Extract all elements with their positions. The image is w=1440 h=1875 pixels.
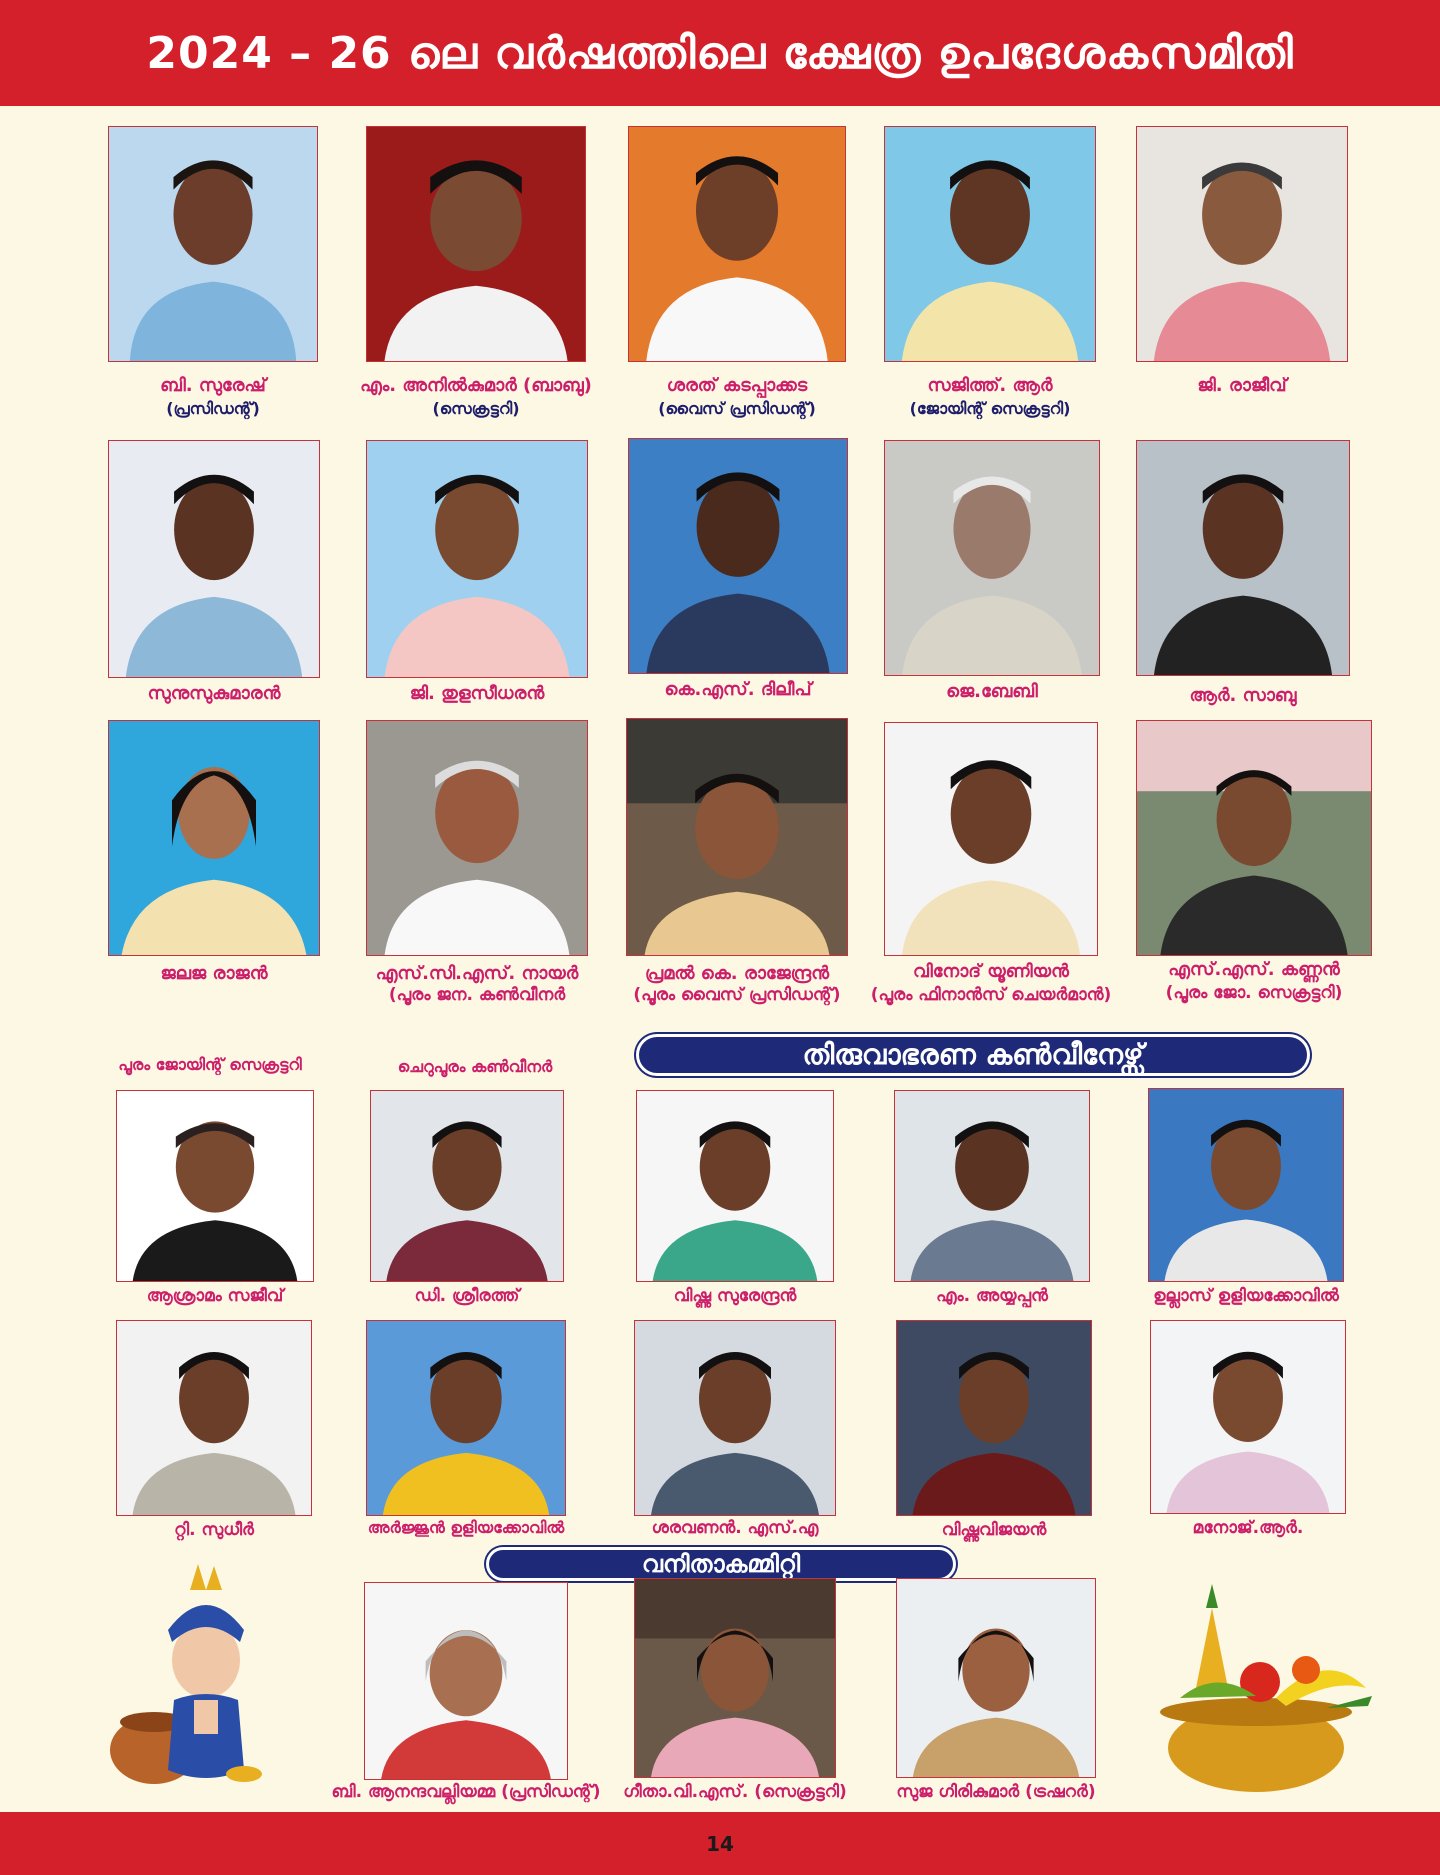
member-photo <box>628 438 848 674</box>
vanitha-photo <box>364 1582 568 1780</box>
section-title-vanitha: വനിതാകമ്മിറ്റി <box>486 1547 956 1581</box>
member-photo <box>884 440 1100 676</box>
member-photo <box>108 440 320 678</box>
section-title-thiruvabharanam: തിരുവാഭരണ കൺവീനേഴ്സ് <box>636 1034 1310 1076</box>
convenor-photo <box>894 1090 1090 1282</box>
member-photo <box>366 440 588 678</box>
member-name: എസ്.സി.എസ്. നായർ <box>375 963 579 984</box>
convenor-name: ആശ്രാമം സജീവ് <box>146 1286 284 1306</box>
member-photo <box>1136 440 1350 676</box>
member-name: പ്രമൽ കെ. രാജേന്ദ്രൻ <box>644 963 830 984</box>
convenor-name: ഡി. ശ്രീരത്ത് <box>414 1286 520 1306</box>
vanitha-name: സുജ ഗിരികുമാർ (ട്രഷറർ) <box>896 1782 1096 1802</box>
member-role: (വൈസ് പ്രസിഡന്റ്) <box>658 399 816 418</box>
header-bar <box>0 0 1440 106</box>
member-name: ജലജ രാജൻ <box>160 963 268 984</box>
member-role: (പൂരം ജോ. സെക്രട്ടറി) <box>1165 983 1343 1003</box>
member-name: എസ്.എസ്. കണ്ണൻ <box>1168 959 1340 980</box>
convenor-name: ഉല്ലാസ് ഉളിയക്കോവിൽ <box>1153 1286 1339 1306</box>
member-photo <box>366 720 588 956</box>
convenor-name: അർജ്ജുൻ ഉളിയക്കോവിൽ <box>367 1518 565 1537</box>
convenor-name: റ്റി. സുധീർ <box>174 1520 254 1540</box>
fruit-pot-illustration-icon <box>1136 1578 1394 1798</box>
footer-bar <box>0 1812 1440 1875</box>
member-photo <box>108 720 320 956</box>
vanitha-photo <box>634 1578 836 1778</box>
convenor-name: വിഷ്ണു സുരേന്ദ്രൻ <box>673 1286 797 1306</box>
member-role: (ജോയിന്റ് സെക്രട്ടറി) <box>909 399 1071 418</box>
member-role: (പൂരം ഫിനാൻസ് ചെയർമാൻ) <box>870 985 1112 1005</box>
member-photo <box>628 126 846 362</box>
cherupooram-convener-label: ചെറുപൂരം കൺവീനർ <box>397 1057 553 1076</box>
convenor-photo <box>634 1320 836 1516</box>
convenor-name: എം. അയ്യപ്പൻ <box>936 1286 1048 1306</box>
member-name: ശരത് കടപ്പാക്കട <box>666 375 808 396</box>
member-name: വിനോദ് യൂണിയൻ <box>913 961 1069 982</box>
member-name: എം. അനിൽകുമാർ (ബാബു) <box>360 375 592 396</box>
member-role: (പൂരം വൈസ് പ്രസിഡന്റ്) <box>633 985 841 1005</box>
member-photo <box>366 126 586 362</box>
member-photo <box>108 126 318 362</box>
vanitha-name: ഗീതാ.വി.എസ്. (സെക്രട്ടറി) <box>623 1782 847 1802</box>
member-photo <box>884 722 1098 956</box>
page-number: 14 <box>706 1831 734 1856</box>
member-role: (പൂരം ജന. കൺവീനർ <box>388 985 566 1005</box>
convenor-name: മനോജ്.ആർ. <box>1192 1518 1304 1538</box>
convenor-photo <box>636 1090 834 1282</box>
member-name: സജിത്ത്. ആർ <box>927 375 1053 396</box>
vanitha-photo <box>896 1578 1096 1778</box>
member-photo <box>884 126 1096 362</box>
convenor-photo <box>366 1320 566 1516</box>
krishna-illustration-icon <box>94 1560 284 1792</box>
member-name: സുനുസുകുമാരൻ <box>147 683 281 704</box>
convenor-photo <box>1148 1088 1344 1282</box>
member-name: ജി. രാജീവ് <box>1197 375 1287 396</box>
convenor-photo <box>896 1320 1092 1516</box>
page-title: 2024 – 26 ലെ വർഷത്തിലെ ക്ഷേത്ര ഉപദേശകസമിതി <box>146 27 1294 79</box>
member-name: ജി. തുളസീധരൻ <box>409 683 545 704</box>
member-photo <box>626 718 848 956</box>
member-name: ആർ. സാബു <box>1189 685 1297 706</box>
convenor-name: വിഷ്ണുവിജയൻ <box>941 1520 1047 1540</box>
convenor-name: ശരവണൻ. എസ്.എ <box>651 1518 819 1538</box>
convenor-photo <box>116 1320 312 1516</box>
convenor-photo <box>370 1090 564 1282</box>
member-role: (സെക്രട്ടറി) <box>432 399 520 418</box>
vanitha-name: ബി. ആനന്ദവല്ലിയമ്മ (പ്രസിഡന്റ്) <box>331 1782 601 1802</box>
member-name: ജെ.ബേബി <box>946 681 1038 702</box>
member-photo <box>1136 126 1348 362</box>
pooram-joint-secretary-label: പൂരം ജോയിന്റ് സെക്രട്ടറി <box>118 1055 302 1074</box>
member-name: കെ.എസ്. ദിലീപ് <box>664 679 812 700</box>
member-photo <box>1136 720 1372 956</box>
convenor-photo <box>116 1090 314 1282</box>
member-name: ബി. സുരേഷ് <box>160 375 266 396</box>
convenor-photo <box>1150 1320 1346 1514</box>
member-role: (പ്രസിഡന്റ്) <box>166 399 260 418</box>
